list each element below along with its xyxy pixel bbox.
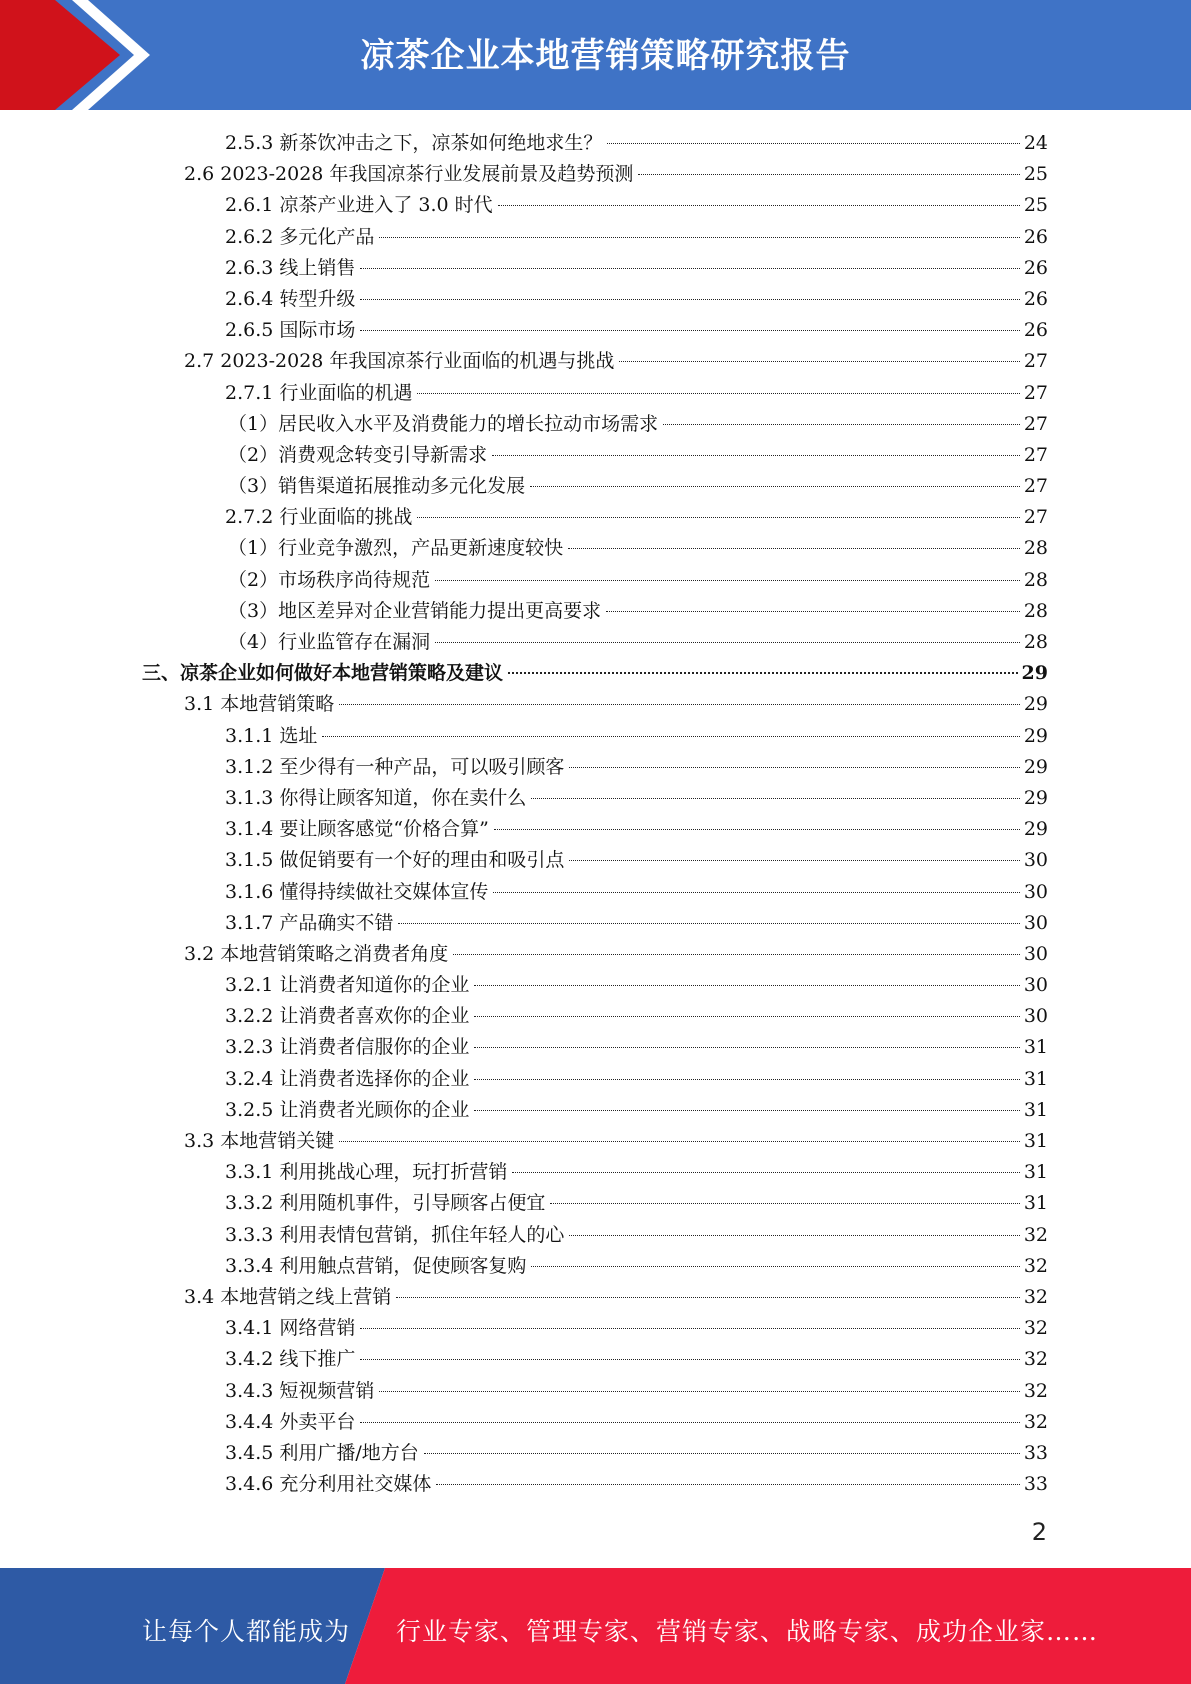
toc-entry[interactable]: [225, 190, 1048, 221]
toc-entry-label: 3.4.2 线下推广: [225, 1344, 358, 1375]
toc-entry-page: 30: [1023, 880, 1048, 903]
toc-entry[interactable]: [225, 970, 1048, 1001]
toc-row[interactable]: [0, 783, 1191, 814]
toc-row[interactable]: [0, 190, 1191, 221]
toc-dot-leader: [492, 455, 1020, 456]
toc-dot-leader: [663, 424, 1020, 425]
toc-entry[interactable]: [225, 1001, 1048, 1032]
toc-entry[interactable]: [225, 1251, 1048, 1282]
toc-row[interactable]: [0, 409, 1191, 440]
toc-dot-leader: [360, 1359, 1019, 1360]
toc-dot-leader: [360, 1328, 1019, 1329]
toc-dot-leader: [474, 985, 1019, 986]
toc-entry-label: 3.1.3 你得让顾客知道，你在卖什么: [225, 783, 529, 814]
toc-entry-label: 3.1.2 至少得有一种产品，可以吸引顾客: [225, 752, 567, 783]
toc-entry-label: 3.4 本地营销之线上营销: [184, 1282, 394, 1313]
toc-row[interactable]: [0, 1407, 1191, 1438]
toc-entry[interactable]: [225, 502, 1048, 533]
toc-dot-leader: [619, 361, 1019, 362]
toc-entry[interactable]: [225, 284, 1048, 315]
toc-entry-page: 28: [1023, 537, 1048, 560]
toc-entry[interactable]: [225, 1095, 1048, 1126]
footer-slogan-right: 行业专家、管理专家、营销专家、战略专家、成功企业家……: [396, 1617, 1099, 1646]
toc-entry-label: （1）居民收入水平及消费能力的增长拉动市场需求: [228, 409, 661, 440]
toc-dot-leader: [474, 1047, 1019, 1048]
table-of-contents: [0, 128, 1191, 1500]
toc-entry[interactable]: [225, 752, 1048, 783]
toc-row[interactable]: [0, 1438, 1191, 1469]
toc-dot-leader: [474, 1016, 1019, 1017]
toc-entry[interactable]: [225, 783, 1048, 814]
toc-entry-label: 3.1.5 做促销要有一个好的理由和吸引点: [225, 845, 567, 876]
toc-entry[interactable]: [184, 1126, 1048, 1157]
toc-row[interactable]: [0, 159, 1191, 190]
toc-dot-leader: [474, 1110, 1019, 1111]
toc-row[interactable]: [0, 440, 1191, 471]
toc-dot-leader: [508, 672, 1018, 674]
toc-entry-label: （4）行业监管存在漏洞: [228, 627, 433, 658]
toc-row[interactable]: [0, 1188, 1191, 1219]
toc-entry-label: 3.1.7 产品确实不错: [225, 908, 396, 939]
toc-entry-label: 3.2 本地营销策略之消费者角度: [184, 939, 451, 970]
toc-row[interactable]: [0, 845, 1191, 876]
toc-dot-leader: [360, 299, 1019, 300]
toc-entry[interactable]: [184, 346, 1048, 377]
toc-dot-leader: [569, 860, 1019, 861]
toc-entry-page: 26: [1023, 319, 1048, 342]
toc-entry-page: 30: [1023, 942, 1048, 965]
toc-row[interactable]: [0, 658, 1191, 689]
toc-dot-leader: [360, 268, 1019, 269]
toc-entry-label: 3.1.1 选址: [225, 721, 320, 752]
toc-entry-page: 30: [1023, 911, 1048, 934]
toc-entry-label: 3.4.6 充分利用社交媒体: [225, 1469, 434, 1500]
toc-dot-leader: [453, 954, 1020, 955]
toc-dot-leader: [530, 486, 1020, 487]
toc-dot-leader: [379, 1391, 1019, 1392]
toc-row[interactable]: [0, 1251, 1191, 1282]
toc-dot-leader: [360, 330, 1019, 331]
toc-dot-leader: [396, 1297, 1020, 1298]
toc-dot-leader: [435, 580, 1020, 581]
toc-entry-page: 32: [1023, 1379, 1048, 1402]
toc-row[interactable]: [0, 1064, 1191, 1095]
toc-entry[interactable]: [228, 533, 1048, 564]
toc-dot-leader: [379, 237, 1019, 238]
toc-entry-page: 24: [1023, 132, 1048, 154]
toc-dot-leader: [360, 1422, 1019, 1423]
toc-entry-label: 2.6.3 线上销售: [225, 253, 358, 284]
toc-dot-leader: [606, 611, 1020, 612]
toc-dot-leader: [339, 1141, 1020, 1142]
toc-entry-page: 27: [1023, 443, 1048, 466]
toc-entry[interactable]: [225, 721, 1048, 752]
toc-row[interactable]: [0, 1376, 1191, 1407]
toc-row[interactable]: [0, 908, 1191, 939]
toc-entry-page: 32: [1023, 1410, 1048, 1433]
toc-entry-label: 3.2.2 让消费者喜欢你的企业: [225, 1001, 472, 1032]
toc-entry[interactable]: [225, 1032, 1048, 1063]
toc-entry-label: （2）消费观念转变引导新需求: [228, 440, 490, 471]
page-number: 2: [1031, 1518, 1047, 1546]
toc-entry-page: 32: [1023, 1223, 1048, 1246]
toc-entry[interactable]: [225, 1064, 1048, 1095]
toc-entry-label: 2.6 2023-2028 年我国凉茶行业发展前景及趋势预测: [184, 159, 636, 190]
toc-entry-page: 33: [1023, 1441, 1048, 1464]
toc-entry-page: 27: [1023, 350, 1048, 373]
toc-row[interactable]: [0, 1220, 1191, 1251]
toc-entry-label: （1）行业竞争激烈，产品更新速度较快: [228, 533, 566, 564]
toc-entry-page: 29: [1023, 818, 1048, 841]
toc-row[interactable]: [0, 970, 1191, 1001]
toc-row[interactable]: [0, 533, 1191, 564]
toc-entry-label: 2.7 2023-2028 年我国凉茶行业面临的机遇与挑战: [184, 346, 617, 377]
toc-entry[interactable]: [225, 845, 1048, 876]
toc-entry[interactable]: [228, 409, 1048, 440]
toc-entry-label: （3）销售渠道拓展推动多元化发展: [228, 471, 528, 502]
toc-entry[interactable]: [225, 1376, 1048, 1407]
toc-entry-label: 3.2.5 让消费者光顾你的企业: [225, 1095, 472, 1126]
toc-entry[interactable]: [184, 939, 1048, 970]
toc-entry-label: （2）市场秩序尚待规范: [228, 565, 433, 596]
toc-entry-label: 3.3.2 利用随机事件，引导顾客占便宜: [225, 1188, 548, 1219]
toc-entry[interactable]: [225, 1220, 1048, 1251]
toc-dot-leader: [607, 143, 1019, 144]
toc-entry[interactable]: [225, 253, 1048, 284]
toc-row[interactable]: [0, 939, 1191, 970]
toc-entry[interactable]: [184, 1282, 1048, 1313]
toc-entry-page: 30: [1023, 849, 1048, 872]
toc-entry-label: 3.1 本地营销策略: [184, 689, 337, 720]
toc-entry-label: 2.7.1 行业面临的机遇: [225, 378, 415, 409]
toc-entry[interactable]: [225, 1407, 1048, 1438]
toc-row[interactable]: [0, 1344, 1191, 1375]
toc-entry-page: 26: [1023, 287, 1048, 310]
toc-row[interactable]: [0, 502, 1191, 533]
toc-entry[interactable]: [228, 596, 1048, 627]
toc-entry-page: 27: [1023, 381, 1048, 404]
toc-entry-page: 32: [1023, 1317, 1048, 1340]
toc-dot-leader: [568, 548, 1020, 549]
toc-entry-page: 30: [1023, 974, 1048, 997]
toc-entry[interactable]: [184, 159, 1048, 190]
header-banner: [0, 0, 1191, 110]
toc-entry-label: 2.5.3 新茶饮冲击之下，凉茶如何绝地求生？: [225, 128, 605, 159]
toc-entry-label: 三、凉茶企业如何做好本地营销策略及建议: [142, 658, 506, 689]
toc-entry-page: 31: [1023, 1161, 1048, 1184]
toc-entry-label: 3.2.3 让消费者信服你的企业: [225, 1032, 472, 1063]
toc-entry[interactable]: [225, 1438, 1048, 1469]
toc-entry-page: 27: [1023, 412, 1048, 435]
toc-entry-page: 29: [1023, 755, 1048, 778]
toc-entry-page: 33: [1023, 1473, 1048, 1496]
toc-entry-label: 3.4.3 短视频营销: [225, 1376, 377, 1407]
toc-dot-leader: [424, 1453, 1020, 1454]
toc-entry[interactable]: [184, 689, 1048, 720]
document-title: 凉茶企业本地营销策略研究报告: [360, 36, 851, 76]
toc-entry-page: 27: [1023, 506, 1048, 529]
toc-row[interactable]: [0, 689, 1191, 720]
toc-entry-page: 32: [1023, 1254, 1048, 1277]
toc-dot-leader: [494, 829, 1020, 830]
toc-entry[interactable]: [228, 627, 1048, 658]
toc-entry-page: 29: [1021, 662, 1048, 685]
toc-entry-label: 2.6.2 多元化产品: [225, 222, 377, 253]
toc-entry-page: 29: [1023, 724, 1048, 747]
toc-row[interactable]: [0, 627, 1191, 658]
toc-entry-page: 31: [1023, 1130, 1048, 1152]
toc-entry-page: 28: [1023, 599, 1048, 622]
toc-entry[interactable]: [228, 440, 1048, 471]
toc-dot-leader: [512, 1172, 1019, 1173]
toc-entry-page: 29: [1023, 786, 1048, 809]
toc-row[interactable]: [0, 1095, 1191, 1126]
toc-entry-label: 3.3.4 利用触点营销，促使顾客复购: [225, 1251, 529, 1282]
toc-entry-label: 3.3.3 利用表情包营销，抓住年轻人的心: [225, 1220, 567, 1251]
toc-row[interactable]: [0, 1469, 1191, 1500]
toc-entry-page: 25: [1023, 194, 1048, 217]
toc-entry-label: 3.1.6 懂得持续做社交媒体宣传: [225, 877, 491, 908]
toc-entry-label: 3.3 本地营销关键: [184, 1126, 337, 1157]
toc-entry-label: 3.4.4 外卖平台: [225, 1407, 358, 1438]
toc-entry[interactable]: [225, 814, 1048, 845]
toc-dot-leader: [569, 1235, 1019, 1236]
toc-dot-leader: [436, 1484, 1019, 1485]
toc-entry-page: 26: [1023, 256, 1048, 279]
toc-row[interactable]: [0, 378, 1191, 409]
toc-entry[interactable]: [225, 877, 1048, 908]
toc-row[interactable]: [0, 284, 1191, 315]
toc-dot-leader: [417, 393, 1019, 394]
toc-row[interactable]: [0, 814, 1191, 845]
toc-dot-leader: [474, 1079, 1019, 1080]
toc-entry-page: 26: [1023, 225, 1048, 248]
toc-entry-label: 3.2.1 让消费者知道你的企业: [225, 970, 472, 1001]
toc-dot-leader: [417, 517, 1019, 518]
toc-entry-page: 25: [1023, 163, 1048, 186]
toc-row[interactable]: [0, 1001, 1191, 1032]
toc-entry-page: 28: [1023, 568, 1048, 591]
toc-entry-label: 3.4.1 网络营销: [225, 1313, 358, 1344]
toc-entry-page: 30: [1023, 1005, 1048, 1028]
toc-entry-label: 2.6.5 国际市场: [225, 315, 358, 346]
toc-dot-leader: [435, 642, 1020, 643]
toc-entry-label: 2.6.1 凉茶产业进入了 3.0 时代: [225, 190, 496, 221]
toc-row[interactable]: [0, 1126, 1191, 1157]
footer-banner: [0, 1568, 1191, 1684]
toc-row[interactable]: [0, 752, 1191, 783]
footer-slogan-left: 让每个人都能成为: [142, 1617, 351, 1646]
toc-row[interactable]: [0, 565, 1191, 596]
toc-row[interactable]: [0, 471, 1191, 502]
toc-dot-leader: [550, 1203, 1019, 1204]
toc-row[interactable]: [0, 128, 1191, 159]
toc-entry[interactable]: [225, 908, 1048, 939]
toc-row[interactable]: [0, 222, 1191, 253]
toc-entry[interactable]: [225, 222, 1048, 253]
toc-entry-page: 32: [1023, 1348, 1048, 1371]
toc-dot-leader: [531, 1266, 1019, 1267]
toc-row[interactable]: [0, 877, 1191, 908]
toc-entry-page: 28: [1023, 631, 1048, 653]
toc-row[interactable]: [0, 721, 1191, 752]
toc-row[interactable]: [0, 1313, 1191, 1344]
toc-entry-label: 3.1.4 要让顾客感觉“价格合算”: [225, 814, 492, 845]
toc-entry-page: 31: [1023, 1098, 1048, 1121]
toc-entry-label: （3）地区差异对企业营销能力提出更高要求: [228, 596, 604, 627]
toc-entry[interactable]: [142, 658, 1048, 689]
toc-dot-leader: [498, 205, 1020, 206]
toc-entry-page: 29: [1023, 693, 1048, 716]
toc-row[interactable]: [0, 253, 1191, 284]
toc-row[interactable]: [0, 346, 1191, 377]
toc-entry-label: 3.4.5 利用广播/地方台: [225, 1438, 422, 1469]
toc-dot-leader: [493, 892, 1019, 893]
toc-entry-page: 27: [1023, 475, 1048, 498]
toc-entry[interactable]: [225, 1344, 1048, 1375]
toc-entry-page: 31: [1023, 1036, 1048, 1059]
toc-row[interactable]: [0, 1032, 1191, 1063]
toc-entry[interactable]: [225, 128, 1048, 159]
toc-dot-leader: [322, 736, 1019, 737]
toc-entry[interactable]: [225, 1469, 1048, 1500]
toc-entry-page: 31: [1023, 1067, 1048, 1090]
toc-row[interactable]: [0, 1157, 1191, 1188]
toc-entry[interactable]: [228, 565, 1048, 596]
toc-entry-label: 3.3.1 利用挑战心理，玩打折营销: [225, 1157, 510, 1188]
toc-entry[interactable]: [225, 1157, 1048, 1188]
toc-dot-leader: [569, 767, 1019, 768]
toc-entry-label: 2.7.2 行业面临的挑战: [225, 502, 415, 533]
toc-entry-page: 32: [1023, 1285, 1048, 1308]
toc-entry[interactable]: [225, 1313, 1048, 1344]
toc-entry-label: 2.6.4 转型升级: [225, 284, 358, 315]
toc-dot-leader: [339, 704, 1020, 705]
toc-entry-label: 3.2.4 让消费者选择你的企业: [225, 1064, 472, 1095]
toc-entry[interactable]: [225, 378, 1048, 409]
toc-entry-page: 31: [1023, 1192, 1048, 1215]
toc-dot-leader: [531, 798, 1019, 799]
toc-row[interactable]: [0, 1282, 1191, 1313]
toc-entry[interactable]: [228, 471, 1048, 502]
toc-dot-leader: [638, 174, 1019, 175]
toc-entry[interactable]: [225, 1188, 1048, 1219]
toc-row[interactable]: [0, 315, 1191, 346]
toc-dot-leader: [398, 923, 1019, 924]
toc-entry[interactable]: [225, 315, 1048, 346]
toc-row[interactable]: [0, 596, 1191, 627]
